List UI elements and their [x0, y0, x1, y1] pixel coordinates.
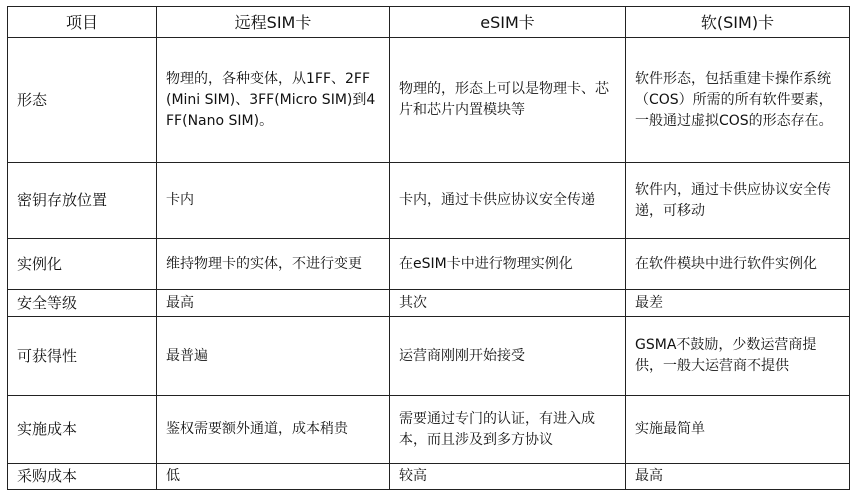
cell-remote-sim [157, 317, 390, 396]
cell-text: 其次 [399, 294, 427, 311]
cell-remote-sim [157, 464, 390, 490]
cell-text: 实施最简单 [635, 421, 705, 437]
cell-text: 最普遍 [166, 347, 208, 364]
cell-text: 物理的，各种变体，从1FF、2FF(Mini SIM)、3FF(Micro SIM)到4FF(Nano SIM)。 [166, 70, 376, 129]
table-row [8, 290, 850, 317]
cell-remote-sim [157, 163, 390, 239]
cell-soft-sim [626, 163, 850, 239]
table-row [8, 239, 850, 290]
row-label: 采购成本 [8, 464, 157, 490]
row-label: 实例化 [8, 239, 157, 290]
cell-remote-sim [157, 38, 390, 163]
table-row [8, 396, 850, 464]
cell-text: 需要通过专门的认证，有进入成本，而且涉及到多方协议 [399, 410, 595, 448]
cell-text: 软件形态，包括重建卡操作系统（COS）所需的所有软件要素，一般通过虚拟COS的形态存在。 [635, 70, 833, 129]
header-esim: eSIM卡 [390, 7, 626, 38]
row-label: 实施成本 [8, 396, 157, 464]
cell-text: 维持物理卡的实体，不进行变更 [166, 255, 362, 272]
header-item: 项目 [8, 7, 157, 38]
cell-soft-sim [626, 317, 850, 396]
cell-text: 软件内，通过卡供应协议安全传递，可移动 [635, 181, 831, 219]
row-label: 形态 [8, 38, 157, 163]
cell-esim [390, 290, 626, 317]
cell-remote-sim [157, 396, 390, 464]
header-soft-sim: 软(SIM)卡 [626, 7, 850, 38]
cell-soft-sim [626, 38, 850, 163]
cell-remote-sim [157, 239, 390, 290]
row-label: 安全等级 [8, 290, 157, 317]
cell-text: GSMA不鼓励，少数运营商提供，一般大运营商不提供 [635, 337, 817, 374]
cell-esim [390, 396, 626, 464]
header-row [8, 7, 850, 38]
cell-text: 最高 [635, 468, 663, 484]
cell-text: 卡内，通过卡供应协议安全传递 [399, 192, 595, 208]
cell-esim [390, 239, 626, 290]
table-row [8, 317, 850, 396]
cell-soft-sim [626, 396, 850, 464]
cell-remote-sim [157, 290, 390, 317]
cell-esim [390, 38, 626, 163]
cell-text: 在软件模块中进行软件实例化 [635, 255, 817, 272]
cell-soft-sim [626, 290, 850, 317]
cell-text: 最高 [166, 294, 194, 311]
cell-esim [390, 317, 626, 396]
cell-soft-sim [626, 239, 850, 290]
cell-text: 在eSIM卡中进行物理实例化 [399, 255, 573, 272]
cell-text: 物理的，形态上可以是物理卡、芯片和芯片内置模块等 [399, 81, 609, 118]
comparison-table [7, 6, 850, 490]
cell-text: 鉴权需要额外通道，成本稍贵 [166, 421, 348, 437]
cell-text: 运营商刚刚开始接受 [399, 347, 525, 364]
row-label: 密钥存放位置 [8, 163, 157, 239]
header-remote-sim: 远程SIM卡 [157, 7, 390, 38]
table-row [8, 464, 850, 490]
cell-text: 低 [166, 468, 180, 484]
cell-text: 较高 [399, 468, 427, 484]
cell-soft-sim [626, 464, 850, 490]
cell-text: 最差 [635, 294, 663, 311]
cell-text: 卡内 [166, 192, 194, 208]
table-row [8, 163, 850, 239]
table-row [8, 38, 850, 163]
cell-esim [390, 163, 626, 239]
row-label: 可获得性 [8, 317, 157, 396]
cell-esim [390, 464, 626, 490]
